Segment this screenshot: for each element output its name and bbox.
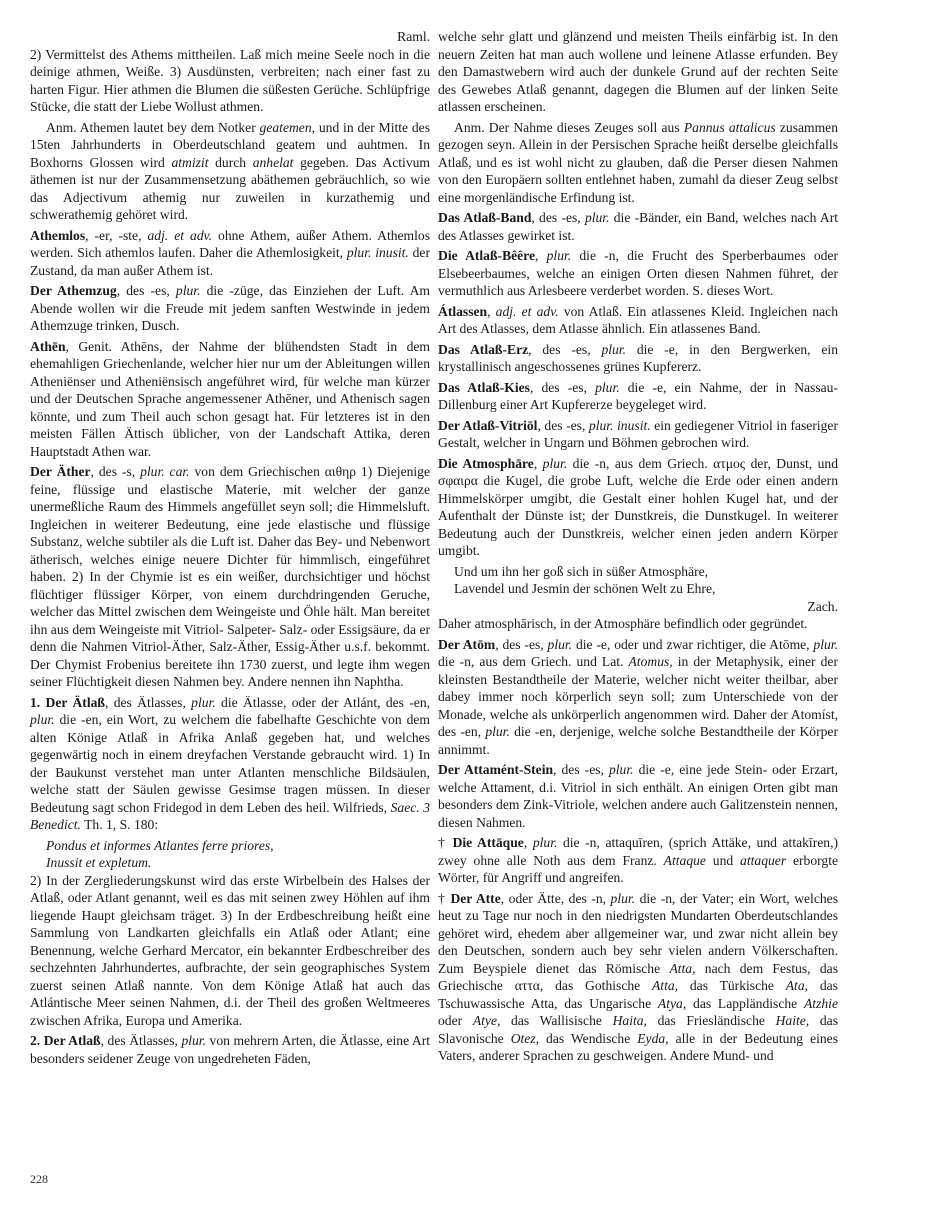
left-block-8: Pondus et informes Atlantes ferre priores, <box>46 837 274 853</box>
left-block-11: 2. Der Atlaß, des Ätlasses, plur. von mehrern Arten, die Ätlasse, eine Art besonders seidener Zeuge von ungedreheten Fäden, <box>30 1033 431 1066</box>
right-block-10: Lavendel und Jesmin der schönen Welt zu Ehre, <box>454 581 716 596</box>
right-block-1: Anm. Der Nahme dieses Zeuges soll aus Pannus attalicus zusammen gezogen seyn. Allein in der Persischen Sprache heißt derselbe gleichfalls Atlaß, und es ist wohl nicht zu glauben, daß die Perser diesen Nahmen von den Europäern sollten entlehnet haben, zumahl da dieser Zeug selbst eine morgenländische Erfindung ist. <box>438 119 839 205</box>
left-block-2: Anm. Athemen lautet bey dem Notker geatemen, und in der Mitte des 15ten Jahrhunderts in Oberdeutschland geatem und auhtmen. In Boxhorns Glossen wird atmizit durch anhelat gegeben. Das Activum äthemen ist nur der Zusammensetzung abäthemen gebräuchlich, so wie das Adjectivum athemig nur zuweilen in kurzathemig und schwerathemig gehöret wird. <box>30 119 431 222</box>
right-column <box>438 28 838 1068</box>
right-block-6: Das Atlaß-Kies, des -es, plur. die -e, ein Nahme, der in Nassau-Dillenburg einer Art Kupfererze beygeleget wird. <box>438 379 838 412</box>
left-block-5: Athēn, Genit. Athēns, der Nahme der blühendsten Stadt in dem ehemahligen Griechenlande, welcher hier nur um der Ableitungen willen Atheniënser und Atheniënsisch angeführet wird, für welche man kürzer und der Deutschen Sprache angemessener Athēner, und Athenisch sagen könnte, und zum Theil auch schon gesagt hat. Für letzteres ist in den meisten Fällen Ättisch üblicher, von der Landschaft Attika, deren Hauptstadt Athen war. <box>30 338 430 459</box>
left-block-9: Inussit et expletum. <box>46 855 152 870</box>
right-block-11: Zach. <box>807 598 838 614</box>
right-block-12: Daher atmosphārisch, in der Atmosphäre befindlich oder gegründet. <box>438 616 808 631</box>
right-block-16: † Der Atte, oder Ätte, des -n, plur. die -n, der Vater; ein Wort, welches heut zu Tage nur noch in den niedrigsten Mundarten Oberdeutschlandes gehöret wird, ehedem aber allgemeiner war, und zwar nicht allein bey den Deutschen, sondern auch bey sehr vielen andern Völkerschaften. Zum Beyspiele dienet das Römische Atta, nach dem Festus, das Griechische αττα, das Gothische Atta, das Türkische Ata, das Tschuwassische Atta, das Ungarische Atya, das Lappländische Atzhie oder Atye, das Wallisische Haita, das Friesländische Haite, das Slavonische Otez, das Wendische Eyda, alle in der Bedeutung eines Vaters, anderer Sprachen zu geschweigen. Andere Mund- und <box>438 890 838 1063</box>
right-block-5: Das Atlaß-Erz, des -es, plur. die -e, in den Bergwerken, ein krystallinisch angeschossenes grünes Kupfererz. <box>438 341 838 374</box>
right-block-14: Der Attamént-Stein, des -es, plur. die -e, eine jede Stein- oder Erzart, welche Attament, d.i. Vitriol in sich enthält. An einigen Orten gibt man besonders dem Zink-Vitriole, welchen andere auch Galitzenstein nennen, diesen Nahmen. <box>438 762 838 830</box>
right-block-3: Die Atlaß-Bêêre, plur. die -n, die Frucht des Sperberbaumes oder Elsebeerbaumes, welche an einigen Orten diesen Nahmen führet, der vermuthlich aus Arlesbeere verderbet worden. S. dieses Wort. <box>438 248 838 298</box>
right-block-8: Die Atmosphāre, plur. die -n, aus dem Griech. ατμος der, Dunst, und σφαιρα die Kugel, die grobe Luft, welche die Erde oder einen andern Himmelskörper umgibt, die Gestalt einer hohlen Kugel hat, und der Aufenthalt der Dünste ist; der Dunstkreis, die Dunstkugel. In weiterer Bedeutung auch der Dunstkreis, welcher einen jeden andern Körper umgibt. <box>438 455 838 558</box>
right-block-4: Átlassen, adj. et adv. von Atlaß. Ein atlassenes Kleid. Ingleichen nach Art des Atlasses, dem Atlasse ähnlich. Ein atlassenes Band. <box>438 303 838 336</box>
right-block-2: Das Atlaß-Band, des -es, plur. die -Bänder, ein Band, welches nach Art des Atlasses gewirket ist. <box>438 210 839 243</box>
right-block-7: Der Atlaß-Vitriōl, des -es, plur. inusit. ein gediegener Vitriol in faseriger Gestalt, welcher in Ungarn und Böhmen gebrochen wird. <box>438 417 838 450</box>
left-block-7: 1. Der Ätlaß, des Ätlasses, plur. die Ätlasse, oder der Atlánt, des -en, plur. die -en, ein Wort, zu welchem die fabelhafte Geschichte von dem alten Könige Atlaß in Afrika Anlaß gegeben hat, und welches gegenwärtig noch in einem dreyfachen Verstande gebraucht wird. 1) In der Baukunst verstehet man unter Atlanten menschliche Bildsäulen, welche statt der Säulen gewisse Gesimse tragen müssen. In dieser Bedeutung sagt schon Fridegod in dem Leben des heil. Wilfrieds, Saec. 3 Benedict. Th. 1, S. 180: <box>30 694 431 832</box>
page-number: 228 <box>30 1172 48 1186</box>
left-block-1: 2) Vermittelst des Athems mittheilen. Laß mich meine Seele noch in die deinige athmen, Weiße. 3) Ausdünsten, verbreiten; nach einer fast zu harten Figur. Hier athmen die Blumen die süßesten Gerüche. Schlüpfrige Stücke, die statt der Liebe Wollust athmen. <box>30 46 430 114</box>
right-block-0: welche sehr glatt und glänzend und meisten Theils einfärbig ist. In den neuern Zeiten hat man auch wollene und leinene Atlasse erfunden. Bey den Damastwebern wird auch der dunkele Grund auf der rechten Seite des Gewebes Atlaß genannt, dagegen die Blumen auf der linken Seite atlassen erscheinen. <box>438 29 838 114</box>
left-block-3: Athemlos, -er, -ste, adj. et adv. ohne Athem, außer Athem. Athemlos werden. Sich athemlos laufen. Daher die Athemlosigkeit, plur. inusit. der Zustand, da man außer Athem ist. <box>30 227 430 278</box>
right-block-15: † Die Attāque, plur. die -n, attaquīren, (sprich Attäke, und attakīren,) zwey ohne alle Noth aus dem Franz. Attaque und attaquer erborgte Wörter, für Angriff und angreifen. <box>438 835 839 885</box>
left-column <box>30 28 430 1070</box>
left-block-0: Raml. <box>397 29 430 44</box>
left-block-6: Der Äther, des -s, plur. car. von dem Griechischen αιθηρ 1) Diejenige feine, flüssige und elastische Materie, mit welcher der ganze unermeßliche Raum des Himmels angefüllet seyn soll; die Himmelsluft. Ingleichen in weiterer Bedeutung, eine jede elastische und flüssige Substanz, welche subtiler als die Luft ist. Daher das Bey- und Nebenwort ätherisch, welches einige neuere Dichter für himmlisch, eingeführet haben. 2) In der Chymie ist es ein weißer, durchsichtiger und höchst flüchtiger flüssiger Körper, von einem durchdringenden Geruche, welcher das Mittel zwischen dem Weingeiste und Öhle hält. Man bereitet ihn aus dem Weingeiste mit Vitriol- Salpeter- Salz- oder Essigsäure, da er denn die Nahmen Vitriol-Äther, Salz-Äther, Essig-Äther u.s.f. bekommt. Der Chymist Frobenius bereitete ihn 1730 zuerst, und legte ihm wegen seiner Flüchtigkeit diesen Nahmen bey. Andere nennen ihn Naphtha. <box>30 464 431 689</box>
left-block-4: Der Athemzug, des -es, plur. die -züge, das Einziehen der Luft. Am Abende wollen wir die Freude mit jedem sanften Westwinde in jedem Athemzuge trinken, Dusch. <box>30 283 430 333</box>
right-block-9: Und um ihn her goß sich in süßer Atmosphäre, <box>454 563 709 579</box>
left-block-10: 2) In der Zergliederungskunst wird das erste Wirbelbein des Halses der Atlaß, oder Atlant genannt, weil es das mit seinen zwey Höhlen auf ihm liegende Haupt gleichsam träget. 3) In der Erdbeschreibung heißt eine Sammlung von Landkarten gleichfalls ein Atlaß oder Atlant; eine Benennung, welche Gerhard Mercator, ein bekannter Erdbeschreiber des sechzehnten Jahrhundertes, aufbrachte, der sein geographisches System zuerst seinen Atlaß nannte. Von dem Könige Atlaß hat auch das Atlántische Meer seinen Nahmen, d.i. der Theil des großen Weltmeeres zwischen Afrika, Europa und Amerika. <box>30 872 430 1028</box>
right-block-13: Der Atōm, des -es, plur. die -e, oder und zwar richtiger, die Atōme, plur. die -n, aus dem Griech. und Lat. Atomus, in der Metaphysik, einer der kleinsten Bestandtheile der Materie, welcher nicht weiter theilbar, aber dabey immer noch körperlich seyn soll; zum Unterschiede von der Monade, welche als unkörperlich angenommen wird. Daher der Atomíst, des -en, plur. die -en, derjenige, welche solche Bestandtheile der Körper annimmt. <box>438 636 838 757</box>
